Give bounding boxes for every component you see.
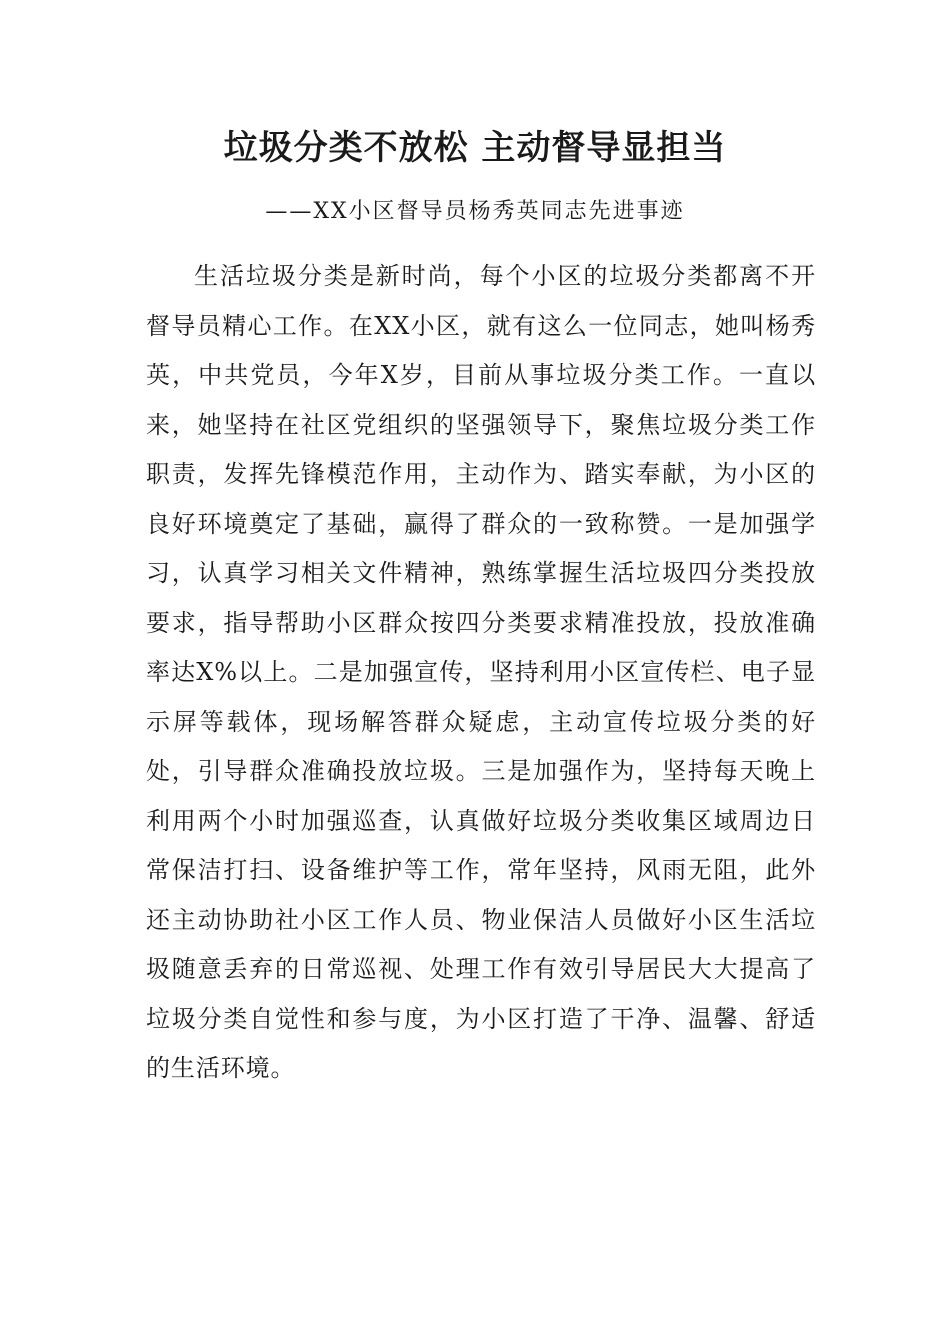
document-title: 垃圾分类不放松 主动督导显担当 bbox=[223, 128, 727, 168]
document-subtitle: ——XX小区督导员杨秀英同志先进事迹 bbox=[265, 199, 685, 224]
body-paragraph: 生活垃圾分类是新时尚，每个小区的垃圾分类都离不开督导员精心工作。在XX小区，就有这么一位同志，她叫杨秀英，中共党员，今年X岁，目前从事垃圾分类工作。一直以来，她坚持在社区党组织的坚强领导下，聚焦垃圾分类工作职责，发挥先锋模范作用，主动作为、踏实奉献，为小区的良好环境奠定了基础，赢得了群众的一致称赞。一是加强学习，认真学习相关文件精神，熟练掌握生活垃圾四分类投放要求，指导帮助小区群众按四分类要求精准投放，投放准确率达X%以上。二是加强宣传，坚持利用小区宣传栏、电子显示屏等载体，现场解答群众疑虑，主动宣传垃圾分类的好处，引导群众准确投放垃圾。三是加强作为，坚持每天晚上利用两个小时加强巡查，认真做好垃圾分类收集区域周边日常保洁打扫、设备维护等工作，常年坚持，风雨无阻，此外还主动协助社小区工作人员、物业保洁人员做好小区生活垃圾随意丢弃的日常巡视、处理工作有效引导居民大大提高了垃圾分类自觉性和参与度，为小区打造了干净、温馨、舒适的生活环境。 bbox=[146, 262, 816, 1082]
